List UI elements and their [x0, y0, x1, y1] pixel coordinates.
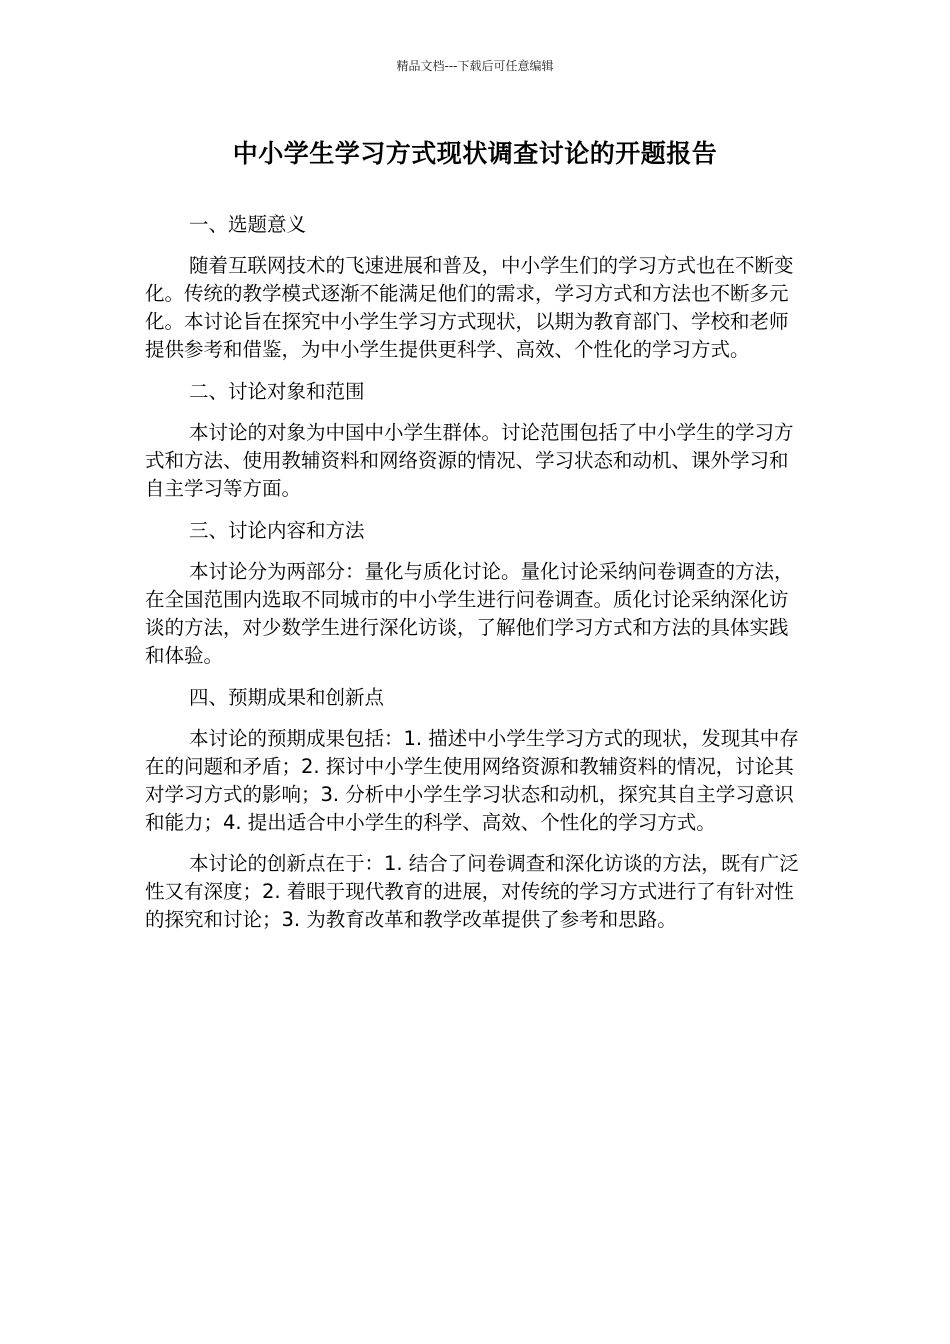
paragraph: 本讨论的创新点在于：1. 结合了问卷调查和深化访谈的方法，既有广泛性又有深度；2. 着眼于现代教育的进展，对传统的学习方式进行了有针对性的探究和讨论；3. 为教育改革和教学改革提供了参考和思路。	[145, 852, 799, 931]
paragraph: 本讨论的预期成果包括：1. 描述中小学生学习方式的现状，发现其中存在的问题和矛盾；2. 探讨中小学生使用网络资源和教辅资料的情况，讨论其对学习方式的影响；3. 分析中小学生学习状态和动机，探究其自主学习意识和能力；4. 提出适合中小学生的科学、高效、个性化的学习方式。	[145, 727, 799, 834]
paragraph: 本讨论的对象为中国中小学生群体。讨论范围包括了中小学生的学习方式和方法、使用教辅资料和网络资源的情况、学习状态和动机、课外学习和自主学习等方面。	[145, 421, 794, 500]
section-heading: 二、讨论对象和范围	[189, 380, 365, 403]
paragraph: 随着互联网技术的飞速进展和普及，中小学生们的学习方式也在不断变化。传统的教学模式逐渐不能满足他们的需求，学习方式和方法也不断多元化。本讨论旨在探究中小学生学习方式现状，以期为教育部门、学校和老师提供参考和借鉴，为中小学生提供更科学、高效、个性化的学习方式。	[145, 254, 794, 361]
document-title: 中小学生学习方式现状调查讨论的开题报告	[232, 139, 718, 168]
section-heading: 三、讨论内容和方法	[189, 519, 365, 542]
section-outcomes-innovation	[145, 683, 805, 934]
document-body	[145, 210, 805, 947]
section-heading: 一、选题意义	[189, 213, 307, 236]
paragraph: 本讨论分为两部分：量化与质化讨论。量化讨论采纳问卷调查的方法，在全国范围内选取不同城市的中小学生进行问卷调查。质化讨论采纳深化访谈的方法，对少数学生进行深化访谈，了解他们学习方式和方法的具体实践和体验。	[145, 560, 794, 667]
section-content-method	[145, 516, 805, 670]
section-subject-scope	[145, 377, 805, 503]
section-significance	[145, 210, 805, 364]
section-heading: 四、预期成果和创新点	[189, 686, 385, 709]
page-header: 精品文档---下载后可任意编辑	[396, 59, 554, 73]
